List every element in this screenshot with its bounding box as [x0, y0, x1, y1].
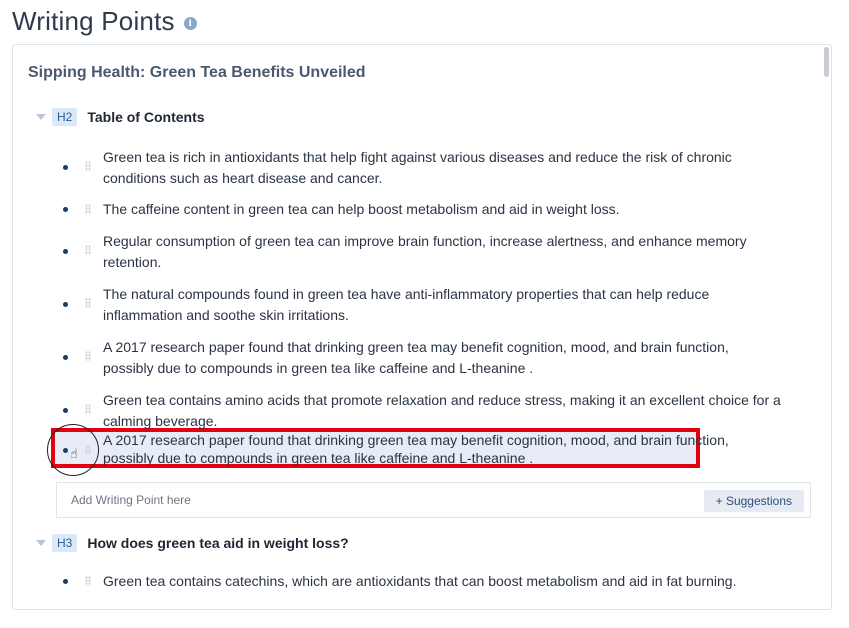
collapse-caret-icon[interactable] — [36, 114, 46, 120]
writing-point-text[interactable]: The caffeine content in green tea can help boost metabolism and aid in weight loss. — [103, 201, 620, 217]
add-writing-point-input[interactable] — [71, 493, 471, 507]
bullet-icon — [63, 207, 68, 212]
writing-point-text[interactable]: Regular consumption of green tea can improve brain function, increase alertness, and enhance memory retention. — [103, 233, 747, 270]
section-heading-h3 — [13, 534, 349, 552]
add-writing-point-row — [56, 482, 811, 518]
bullet-icon — [63, 249, 68, 254]
section-heading-h2 — [13, 108, 205, 126]
drag-handle-icon[interactable] — [85, 161, 91, 171]
heading-level-tag: H2 — [52, 108, 77, 126]
heading-title[interactable]: How does green tea aid in weight loss? — [87, 535, 349, 551]
drag-handle-icon[interactable] — [85, 404, 91, 414]
drag-handle-icon[interactable] — [85, 204, 91, 214]
bullet-icon — [63, 302, 68, 307]
suggestions-button[interactable]: + Suggestions — [704, 490, 804, 512]
drag-handle-icon[interactable] — [85, 245, 91, 255]
article-title: Sipping Health: Green Tea Benefits Unveiled — [28, 64, 366, 81]
writing-points-panel — [12, 44, 832, 610]
bullet-icon — [63, 579, 68, 584]
heading-level-tag: H3 — [52, 534, 77, 552]
drag-handle-icon[interactable] — [85, 351, 91, 361]
bullet-icon — [63, 408, 68, 413]
drag-handle-icon[interactable] — [85, 576, 91, 586]
scrollbar[interactable] — [824, 47, 829, 77]
writing-point-text[interactable]: A 2017 research paper found that drinking green tea may benefit cognition, mood, and brain function, possibly due to compounds in green tea like caffeine and L-theanine . — [103, 432, 729, 466]
bullet-icon — [63, 165, 68, 170]
heading-title[interactable]: Table of Contents — [87, 109, 205, 125]
writing-point-text[interactable]: Green tea contains amino acids that promote relaxation and reduce stress, making it an excellent choice for a calming beverage. — [103, 392, 781, 429]
writing-point-text[interactable]: Green tea contains catechins, which are antioxidants that can boost metabolism and aid in fat burning. — [103, 573, 737, 589]
bullet-icon — [63, 355, 68, 360]
page-title: Writing Points — [12, 6, 175, 36]
drag-handle-icon[interactable] — [85, 298, 91, 308]
writing-point-text[interactable]: The natural compounds found in green tea have anti-inflammatory properties that can help reduce inflammation and soothe skin irritations. — [103, 286, 710, 323]
info-icon[interactable]: i — [184, 17, 197, 30]
writing-point-text[interactable]: Green tea is rich in antioxidants that help fight against various diseases and reduce the risk of chronic conditions such as heart disease and cancer. — [103, 149, 732, 186]
page-header — [12, 6, 197, 37]
writing-point-text[interactable]: A 2017 research paper found that drinking green tea may benefit cognition, mood, and brain function, possibly due to compounds in green tea like caffeine and L-theanine . — [103, 339, 729, 376]
hand-cursor-icon: ☝ — [70, 446, 78, 461]
collapse-caret-icon[interactable] — [36, 540, 46, 546]
